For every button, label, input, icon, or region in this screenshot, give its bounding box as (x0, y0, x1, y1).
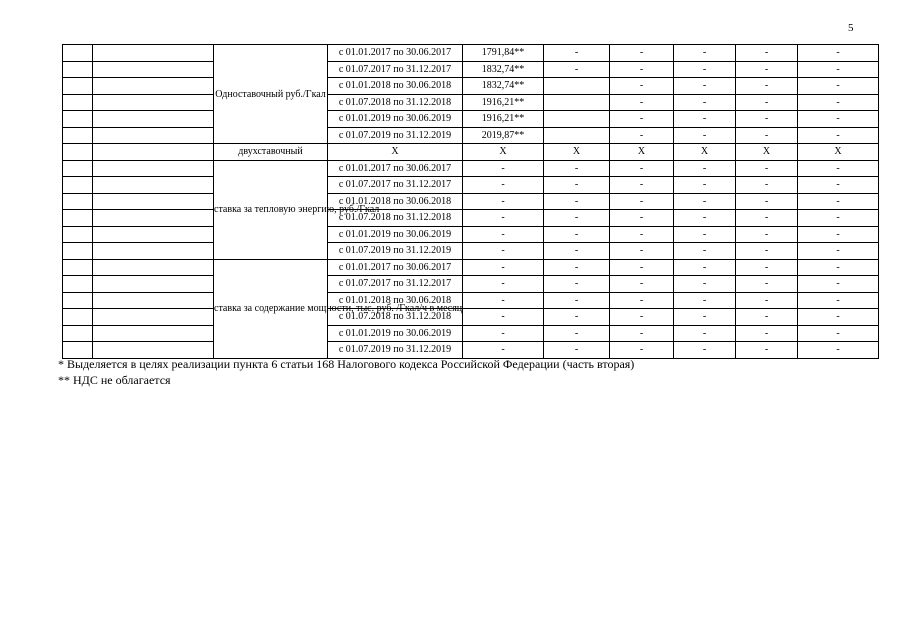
period-cell: с 01.01.2017 по 30.06.2017 (328, 45, 463, 62)
tariff-type-label: ставка за тепловую энергию, руб./Гкал (214, 160, 328, 259)
organization-cell (93, 193, 214, 210)
tariff-cell: - (674, 45, 736, 62)
tariff-cell: - (610, 78, 674, 95)
tariff-cell: - (610, 193, 674, 210)
row-number-cell (63, 61, 93, 78)
period-cell: с 01.07.2017 по 31.12.2017 (328, 177, 463, 194)
table-row (63, 144, 879, 161)
tariff-cell: - (798, 259, 879, 276)
tariff-cell: - (736, 276, 798, 293)
tariff-cell: - (610, 94, 674, 111)
tariff-cell: - (610, 325, 674, 342)
tariff-cell: - (674, 127, 736, 144)
table-row (63, 325, 879, 342)
organization-cell (93, 210, 214, 227)
tariff-cell: - (544, 342, 610, 359)
period-cell: с 01.01.2017 по 30.06.2017 (328, 259, 463, 276)
tariff-value-cell: X (463, 144, 544, 161)
tariff-value-cell: - (463, 226, 544, 243)
tariff-cell: - (798, 193, 879, 210)
row-number-cell (63, 243, 93, 260)
tariff-cell: - (610, 160, 674, 177)
tariff-cell: - (798, 226, 879, 243)
row-number-cell (63, 177, 93, 194)
tariff-cell: - (674, 193, 736, 210)
tariff-cell: - (798, 127, 879, 144)
tariff-cell: X (610, 144, 674, 161)
tariff-cell: - (736, 309, 798, 326)
period-cell: с 01.01.2019 по 30.06.2019 (328, 226, 463, 243)
tariff-cell: - (798, 243, 879, 260)
tariff-value-cell: 1832,74** (463, 78, 544, 95)
tariff-value-cell: 2019,87** (463, 127, 544, 144)
tariff-cell: - (610, 276, 674, 293)
tariff-cell: - (544, 193, 610, 210)
tariff-cell: - (544, 325, 610, 342)
tariff-value-cell: 1791,84** (463, 45, 544, 62)
tariff-cell: - (610, 226, 674, 243)
footnote-vat-allocated: * Выделяется в целях реализации пункта 6 статьи 168 Налогового кодекса Российской Федерации (часть вторая) (58, 357, 635, 371)
tariff-cell: - (798, 325, 879, 342)
row-number-cell (63, 276, 93, 293)
organization-cell (93, 45, 214, 62)
row-number-cell (63, 127, 93, 144)
table-row (63, 226, 879, 243)
organization-cell (93, 61, 214, 78)
tariff-cell: - (610, 61, 674, 78)
tariff-cell: - (544, 160, 610, 177)
tariff-cell: X (798, 144, 879, 161)
row-number-cell (63, 111, 93, 128)
tariff-cell: - (736, 243, 798, 260)
tariff-value-cell: - (463, 243, 544, 260)
tariff-cell: - (544, 210, 610, 227)
tariff-cell: X (544, 144, 610, 161)
table-row (63, 94, 879, 111)
tariff-value-cell: - (463, 309, 544, 326)
table-row (63, 193, 879, 210)
tariff-cell: - (674, 325, 736, 342)
tariff-cell: - (544, 177, 610, 194)
period-cell: X (328, 144, 463, 161)
tariff-value-cell: - (463, 177, 544, 194)
tariff-cell: - (674, 342, 736, 359)
table-row (63, 259, 879, 276)
table-row (63, 309, 879, 326)
organization-cell (93, 127, 214, 144)
tariff-cell: - (674, 160, 736, 177)
tariff-cell: - (610, 177, 674, 194)
period-cell: с 01.07.2019 по 31.12.2019 (328, 243, 463, 260)
tariff-type-label: Одноставочный руб./Гкал (214, 45, 328, 144)
tariff-cell: - (674, 61, 736, 78)
table-row (63, 111, 879, 128)
tariff-cell (544, 111, 610, 128)
row-number-cell (63, 94, 93, 111)
tariff-cell: - (674, 78, 736, 95)
tariff-cell: - (674, 94, 736, 111)
tariff-value-cell: - (463, 259, 544, 276)
footnote-vat-exempt: ** НДС не облагается (58, 373, 171, 387)
tariff-value-cell: 1916,21** (463, 94, 544, 111)
tariff-value-cell: - (463, 276, 544, 293)
tariff-value-cell: - (463, 342, 544, 359)
period-cell: с 01.07.2017 по 31.12.2017 (328, 276, 463, 293)
tariff-cell: - (610, 127, 674, 144)
tariff-cell: - (798, 78, 879, 95)
tariff-cell: - (544, 259, 610, 276)
tariff-cell: - (736, 61, 798, 78)
tariff-cell: - (674, 226, 736, 243)
tariff-cell (544, 127, 610, 144)
period-cell: с 01.01.2018 по 30.06.2018 (328, 78, 463, 95)
tariff-cell: - (544, 45, 610, 62)
tariff-cell: - (798, 111, 879, 128)
period-cell: с 01.01.2019 по 30.06.2019 (328, 325, 463, 342)
tariff-cell: - (736, 94, 798, 111)
table-row (63, 210, 879, 227)
tariff-cell (544, 94, 610, 111)
tariff-cell: - (544, 61, 610, 78)
row-number-cell (63, 226, 93, 243)
organization-cell (93, 292, 214, 309)
tariff-cell: - (674, 276, 736, 293)
tariff-cell: - (798, 292, 879, 309)
organization-cell (93, 94, 214, 111)
tariff-value-cell: - (463, 210, 544, 227)
tariff-value-cell: - (463, 325, 544, 342)
row-number-cell (63, 210, 93, 227)
tariff-table (62, 44, 879, 359)
organization-cell (93, 276, 214, 293)
organization-cell (93, 259, 214, 276)
period-cell: с 01.07.2018 по 31.12.2018 (328, 94, 463, 111)
footnotes (58, 356, 634, 388)
tariff-cell: - (798, 210, 879, 227)
tariff-cell: - (798, 276, 879, 293)
row-number-cell (63, 325, 93, 342)
tariff-cell (544, 78, 610, 95)
period-cell: с 01.07.2017 по 31.12.2017 (328, 61, 463, 78)
row-number-cell (63, 45, 93, 62)
period-cell: с 01.01.2018 по 30.06.2018 (328, 292, 463, 309)
tariff-cell: - (798, 342, 879, 359)
page-number: 5 (848, 22, 854, 34)
tariff-value-cell: - (463, 160, 544, 177)
organization-cell (93, 111, 214, 128)
tariff-cell: - (798, 45, 879, 62)
tariff-cell: - (610, 342, 674, 359)
tariff-cell: - (736, 177, 798, 194)
row-number-cell (63, 309, 93, 326)
tariff-cell: - (798, 160, 879, 177)
organization-cell (93, 160, 214, 177)
tariff-cell: - (798, 309, 879, 326)
tariff-cell: - (674, 243, 736, 260)
tariff-cell: - (544, 243, 610, 260)
organization-cell (93, 78, 214, 95)
table-row (63, 177, 879, 194)
tariff-cell: - (610, 45, 674, 62)
row-number-cell (63, 292, 93, 309)
organization-cell (93, 325, 214, 342)
period-cell: с 01.07.2018 по 31.12.2018 (328, 309, 463, 326)
tariff-cell: - (544, 309, 610, 326)
tariff-cell: - (736, 292, 798, 309)
tariff-cell: - (736, 325, 798, 342)
tariff-cell: - (674, 259, 736, 276)
tariff-cell: - (736, 111, 798, 128)
tariff-cell: - (736, 193, 798, 210)
row-number-cell (63, 160, 93, 177)
tariff-table-body (63, 45, 879, 359)
organization-cell (93, 144, 214, 161)
tariff-cell: - (544, 276, 610, 293)
tariff-value-cell: - (463, 292, 544, 309)
period-cell: с 01.07.2018 по 31.12.2018 (328, 210, 463, 227)
period-cell: с 01.07.2019 по 31.12.2019 (328, 127, 463, 144)
tariff-cell: - (544, 226, 610, 243)
row-number-cell (63, 259, 93, 276)
table-row (63, 78, 879, 95)
tariff-cell: - (610, 292, 674, 309)
organization-cell (93, 243, 214, 260)
tariff-cell: - (674, 210, 736, 227)
period-cell: с 01.01.2019 по 30.06.2019 (328, 111, 463, 128)
row-number-cell (63, 193, 93, 210)
tariff-type-label: двухставочный (214, 144, 328, 161)
organization-cell (93, 309, 214, 326)
organization-cell (93, 226, 214, 243)
tariff-cell: - (798, 177, 879, 194)
tariff-cell: - (798, 94, 879, 111)
table-row (63, 127, 879, 144)
tariff-cell: - (736, 78, 798, 95)
tariff-cell: - (674, 177, 736, 194)
table-row (63, 45, 879, 62)
tariff-cell: - (736, 226, 798, 243)
table-row (63, 61, 879, 78)
tariff-cell: - (736, 210, 798, 227)
tariff-type-label: ставка за содержание мощности, тыс. руб. /Гкал/ч в месяц (214, 259, 328, 358)
tariff-cell: - (544, 292, 610, 309)
period-cell: с 01.01.2017 по 30.06.2017 (328, 160, 463, 177)
tariff-cell: X (736, 144, 798, 161)
tariff-cell: - (610, 243, 674, 260)
period-cell: с 01.07.2019 по 31.12.2019 (328, 342, 463, 359)
tariff-cell: - (798, 61, 879, 78)
tariff-cell: - (736, 127, 798, 144)
tariff-cell: - (736, 160, 798, 177)
table-row (63, 160, 879, 177)
row-number-cell (63, 78, 93, 95)
table-row (63, 292, 879, 309)
organization-cell (93, 177, 214, 194)
tariff-cell: - (610, 309, 674, 326)
tariff-cell: - (736, 45, 798, 62)
tariff-value-cell: - (463, 193, 544, 210)
tariff-cell: - (610, 111, 674, 128)
tariff-cell: - (610, 210, 674, 227)
table-row (63, 276, 879, 293)
tariff-cell: - (736, 259, 798, 276)
tariff-cell: - (610, 259, 674, 276)
tariff-value-cell: 1832,74** (463, 61, 544, 78)
tariff-cell: - (674, 292, 736, 309)
row-number-cell (63, 144, 93, 161)
tariff-cell: - (736, 342, 798, 359)
table-row (63, 243, 879, 260)
tariff-value-cell: 1916,21** (463, 111, 544, 128)
tariff-cell: - (674, 309, 736, 326)
tariff-cell: - (674, 111, 736, 128)
period-cell: с 01.01.2018 по 30.06.2018 (328, 193, 463, 210)
tariff-cell: X (674, 144, 736, 161)
